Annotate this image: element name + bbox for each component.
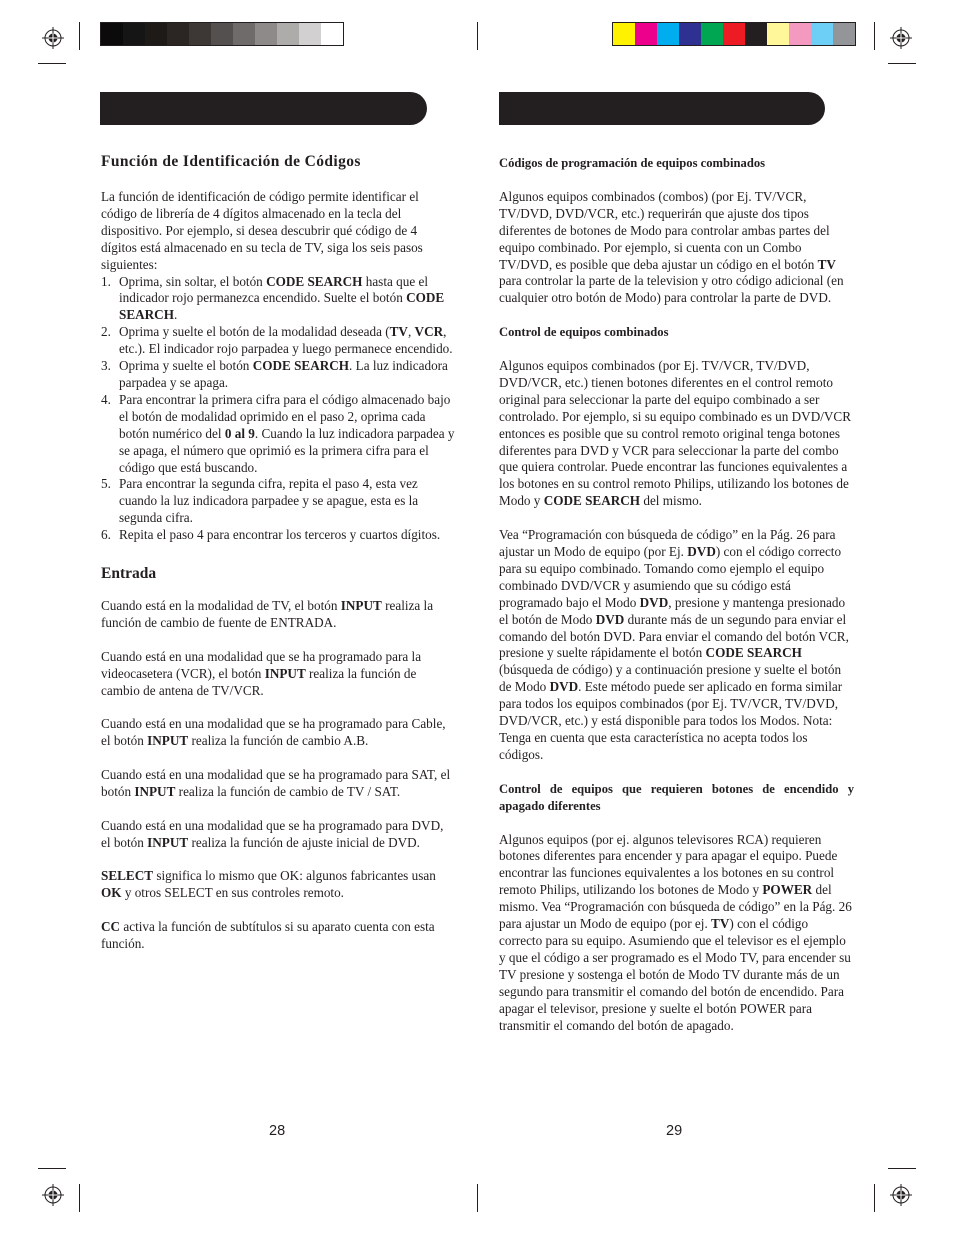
color-swatch bbox=[657, 23, 679, 45]
left-column bbox=[101, 152, 455, 953]
color-swatch bbox=[233, 23, 255, 45]
color-swatch bbox=[101, 23, 123, 45]
body-paragraph: Vea “Programación con búsqueda de código” en la Pág. 26 para ajustar un Modo de equipo (por Ej. DVD) con el código correcto para su equipo combinado. Tomando como ejemplo el equipo combinado DVD/VCR y asumiendo que su código está programado bajo el Modo DVD, presione y mantenga presionado el botón de Modo DVD durante más de un segundo para enviar el comando del botón DVD. Para enviar el comando del botón VCR, presione y suelte rápidamente el botón CODE SEARCH (búsqueda de código) y a continuación presione y suelte el botón de Modo DVD. Este método puede ser aplicado en forma similar para todos los equipos combinados (por Ej. TV/VCR, TV/DVD, DVD/VCR, etc.) y está disponible para todos los Modos. Nota: Tenga en cuenta que esta característica no acepta todos los códigos. bbox=[499, 527, 849, 762]
bold-term: OK bbox=[101, 885, 122, 901]
bold-term: VCR bbox=[414, 324, 444, 340]
bold-term: INPUT bbox=[147, 834, 189, 850]
bold-term: INPUT bbox=[134, 783, 176, 799]
color-swatch bbox=[123, 23, 145, 45]
step-number: 5. bbox=[101, 476, 111, 492]
bold-term: CODE SEARCH bbox=[543, 493, 641, 509]
step-item: 3. Oprima y suelte el botón CODE SEARCH. La luz indicadora parpadea y se apaga. bbox=[101, 358, 448, 390]
bold-term: CODE SEARCH bbox=[705, 645, 802, 661]
bold-term: DVD bbox=[687, 543, 716, 559]
step-item: 2. Oprima y suelte el botón de la modalidad deseada (TV, VCR, etc.). El indicador rojo parpadea y luego permanece encendido. bbox=[101, 324, 453, 357]
body-paragraph: Cuando está en una modalidad que se ha programado para DVD, el botón INPUT realiza la función de ajuste inicial de DVD. bbox=[101, 817, 444, 850]
page-number-left: 28 bbox=[269, 1123, 286, 1139]
bold-term: CODE SEARCH bbox=[266, 273, 363, 289]
color-swatch bbox=[679, 23, 701, 45]
color-swatch bbox=[255, 23, 277, 45]
process-color-bar bbox=[612, 22, 856, 46]
color-swatch bbox=[167, 23, 189, 45]
step-number: 3. bbox=[101, 358, 111, 374]
body-paragraph: Cuando está en una modalidad que se ha programado para SAT, el botón INPUT realiza la función de cambio de TV / SAT. bbox=[101, 767, 451, 799]
step-number: 1. bbox=[101, 273, 111, 289]
bold-term: SELECT bbox=[101, 868, 154, 884]
bold-term: CC bbox=[101, 919, 121, 935]
step-item: 4. Para encontrar la primera cifra para el código almacenado bajo el botón de modalidad oprimido en el paso 2, oprima cada botón numérico del 0 al 9. Cuando la luz indicadora parpadea y se apaga, el número que oprimió es la primera cifra para el código que está buscando. bbox=[101, 391, 455, 475]
entrada-paragraphs bbox=[101, 598, 455, 953]
step-item: 5. Para encontrar la segunda cifra, repita el paso 4, esta vez cuando la luz indicadora parpadee y se apague, esta es la segunda cifra. bbox=[101, 476, 419, 526]
body-paragraph: Algunos equipos (por ej. algunos televisores RCA) requieren botones diferentes para encender y para apagar el equipo. Puede encontrar las funciones equivalentes a los botones en su control remoto Philips, utilizando los botones de Modo y POWER del mismo. Vea “Programación con búsqueda de código” en la Pág. 26 para ajustar un Modo de equipo (por ej. TV) con el código correcto para su equipo. Asumiendo que el televisor es el ejemplo y que el código a ser programado es el Modo TV, para encender su TV presione y sostenga el botón de Modo TV durante más de un segundo para transmitir el comando del botón de encendido. Para apagar el televisor, presione y suelte el botón POWER para transmitir el comando del botón de apagado. bbox=[499, 831, 852, 1033]
color-swatch bbox=[701, 23, 723, 45]
color-swatch bbox=[299, 23, 321, 45]
bold-term: DVD bbox=[549, 679, 579, 695]
bold-term: 0 al 9 bbox=[224, 425, 255, 441]
bold-term: TV bbox=[817, 256, 836, 272]
registration-mark-icon bbox=[890, 27, 912, 49]
bold-term: DVD bbox=[595, 611, 625, 627]
color-swatch bbox=[811, 23, 833, 45]
color-swatch bbox=[145, 23, 167, 45]
body-paragraph: Algunos equipos combinados (por Ej. TV/VCR, TV/DVD, DVD/VCR, etc.) tienen botones diferentes en el control remoto original para seleccionar la parte del equipo combinado a ser controlado. Por ejemplo, si su equipo combinado es un DVD/VCR entonces es posible que su control remoto original tenga botones diferentes para DVD y VCR para seleccionar la parte del combo que quiera controlar. Puede encontrar las funciones equivalentes a los botones en su control remoto Philips, utilizando los botones de Modo y CODE SEARCH del mismo. bbox=[499, 358, 851, 509]
color-swatch bbox=[211, 23, 233, 45]
body-paragraph: CC activa la función de subtítulos si su aparato cuenta con esta función. bbox=[101, 919, 435, 952]
body-paragraph: SELECT significa lo mismo que OK: algunos fabricantes usan OK y otros SELECT en sus controles remoto. bbox=[101, 868, 436, 901]
left-header-bar bbox=[100, 92, 427, 125]
bold-term: TV bbox=[389, 324, 408, 340]
section-heading: Control de equipos combinados bbox=[499, 325, 669, 340]
color-swatch bbox=[189, 23, 211, 45]
bold-term: POWER bbox=[762, 882, 813, 898]
section-heading: Función de Identificación de Códigos bbox=[101, 153, 361, 170]
bold-term: CODE SEARCH bbox=[252, 358, 350, 374]
step-item: 1. Oprima, sin soltar, el botón CODE SEARCH hasta que el indicador rojo permanezca encendido. Suelte el botón CODE SEARCH. bbox=[101, 273, 445, 323]
color-swatch bbox=[723, 23, 745, 45]
step-number: 2. bbox=[101, 324, 111, 340]
step-number: 4. bbox=[101, 391, 111, 407]
color-swatch bbox=[635, 23, 657, 45]
page-number-right: 29 bbox=[666, 1123, 683, 1139]
body-paragraph: Cuando está en una modalidad que se ha programado para la videocasetera (VCR), el botón INPUT realiza la función de cambio de antena de TV/VCR. bbox=[101, 648, 422, 698]
registration-mark-icon bbox=[890, 1184, 912, 1206]
body-paragraph: Algunos equipos combinados (combos) (por Ej. TV/VCR, TV/DVD, DVD/VCR, etc.) requerirán que ajuste dos tipos diferentes de botones de Modo para controlar ambas partes del equipo combinado. Por ejemplo, si cuenta con un Combo TV/DVD, es posible que deba ajustar un código en el botón TV para controlar la parte de la television y otro código adicional (en cualquier otro botón de Modo) para controlar la parte de DVD. bbox=[499, 188, 844, 306]
step-number: 6. bbox=[101, 527, 111, 543]
step-item: 6. Repita el paso 4 para encontrar los terceros y cuartos dígitos. bbox=[101, 527, 441, 543]
bold-term: CODE SEARCH bbox=[119, 290, 445, 323]
color-swatch bbox=[767, 23, 789, 45]
color-swatch bbox=[277, 23, 299, 45]
body-paragraph: Cuando está en la modalidad de TV, el botón INPUT realiza la función de cambio de fuente de ENTRADA. bbox=[101, 598, 434, 630]
right-header-bar bbox=[499, 92, 825, 125]
bold-term: TV bbox=[711, 916, 730, 932]
color-swatch bbox=[613, 23, 635, 45]
bold-term: DVD bbox=[639, 594, 669, 610]
color-swatch bbox=[745, 23, 767, 45]
steps-list bbox=[101, 274, 455, 545]
grayscale-color-bar bbox=[100, 22, 344, 46]
registration-mark-icon bbox=[42, 27, 64, 49]
color-swatch bbox=[833, 23, 855, 45]
bold-term: INPUT bbox=[264, 665, 306, 681]
color-swatch bbox=[321, 23, 343, 45]
body-paragraph: Cuando está en una modalidad que se ha programado para Cable, el botón INPUT realiza la función de cambio A.B. bbox=[101, 716, 446, 749]
right-column bbox=[499, 155, 854, 1034]
section-heading-entrada: Entrada bbox=[101, 565, 157, 583]
bold-term: INPUT bbox=[147, 733, 189, 749]
bold-term: INPUT bbox=[340, 598, 382, 614]
color-swatch bbox=[789, 23, 811, 45]
section-heading: Control de equipos que requieren botones de encendido y apagado diferentes bbox=[499, 781, 854, 813]
intro-paragraph: La función de identificación de código permite identificar el código de librería de 4 dígitos almacenado en la tecla del dispositivo. Por ejemplo, si desea descubrir qué código de 4 dígitos está almacenado en su tecla de TV, siga los seis pasos siguientes: bbox=[101, 189, 423, 272]
section-heading: Códigos de programación de equipos combinados bbox=[499, 156, 766, 170]
registration-mark-icon bbox=[42, 1184, 64, 1206]
